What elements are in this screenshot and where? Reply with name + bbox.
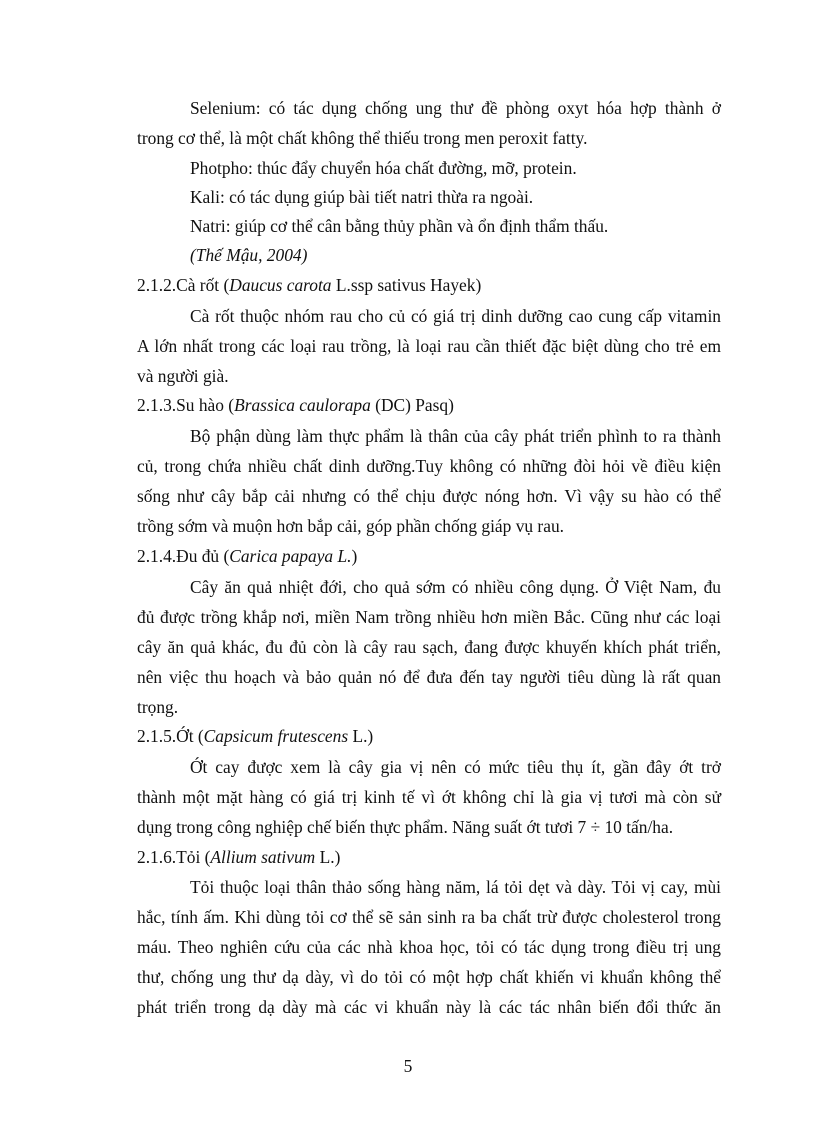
heading-2-1-2 [137, 273, 721, 297]
paragraph-line: dụng trong công nghiệp chế biến thực phẩm. Năng suất ớt tươi 7 ÷ 10 tấn/ha. [137, 817, 674, 837]
paragraph-line: máu. Theo nghiên cứu của các nhà khoa học, tỏi có tác dụng trong điều trị ung [137, 937, 721, 957]
selenium-line-1: Selenium: có tác dụng chống ung thư đề phòng oxyt hóa hợp thành ở [190, 98, 721, 118]
paragraph-line: trọng. [137, 697, 179, 717]
scientific-name: Carica papaya L. [229, 546, 352, 566]
paragraph-line: cây ăn quả khác, đu đủ còn là cây rau sạch, đang được khuyến khích phát triển, [137, 637, 721, 657]
paragraph-line: Bộ phận dùng làm thực phẩm là thân của cây phát triển phình to ra thành [190, 426, 721, 446]
paragraph-line: Ớt cay được xem là cây gia vị nên có mức tiêu thụ ít, gần đây ớt trở [190, 757, 721, 777]
page-number: 5 [403, 1056, 413, 1076]
heading-2-1-3 [137, 393, 721, 417]
paragraph-line: củ, trong chứa nhiều chất dinh dưỡng.Tuy không có những đòi hỏi về điều kiện [137, 456, 721, 476]
heading-2-1-6 [137, 845, 721, 869]
paragraph-line: sống như cây bắp cải nhưng có thể chịu được nóng hơn. Vì vậy su hào có thể [137, 486, 721, 506]
heading-number: 2.1.5.Ớt ( [137, 726, 204, 746]
paragraph-line: và người già. [137, 366, 229, 386]
heading-number: 2.1.3.Su hào ( [137, 395, 235, 415]
paragraph-line: đủ được trồng khắp nơi, miền Nam trồng nhiều hơn miền Bắc. Cũng như các loại [137, 607, 721, 627]
scientific-name: Capsicum frutescens [203, 726, 349, 746]
scientific-name: Daucus carota [229, 275, 332, 295]
paragraph-line: A lớn nhất trong các loại rau trồng, là loại rau cần thiết đặc biệt dùng cho trẻ em [137, 336, 721, 356]
heading-number: 2.1.4.Đu đủ ( [137, 546, 230, 566]
scientific-name: Allium sativum [210, 847, 316, 867]
paragraph-line: thành một mặt hàng có giá trị kinh tế vì ớt không chỉ là gia vị tươi mà còn sử [137, 787, 721, 807]
paragraph-line: nên việc thu hoạch và bảo quản nó để đưa đến tay người tiêu dùng là rất quan [137, 667, 721, 687]
selenium-line-2: trong cơ thể, là một chất không thể thiếu trong men peroxit fatty. [137, 128, 588, 148]
paragraph-line: Cà rốt thuộc nhóm rau cho củ có giá trị dinh dưỡng cao cung cấp vitamin [190, 306, 721, 326]
paragraph-line: thư, chống ung thư dạ dày, vì do tỏi có một hợp chất khiến vi khuẩn không thể [137, 967, 721, 987]
scientific-name: Brassica caulorapa [234, 395, 371, 415]
heading-rest: L.) [315, 847, 341, 867]
natri-line: Natri: giúp cơ thể cân bằng thủy phần và ổn định thẩm thấu. [190, 216, 609, 236]
heading-number: 2.1.2.Cà rốt ( [137, 275, 230, 295]
heading-rest: L.) [348, 726, 374, 746]
heading-2-1-4 [137, 544, 721, 568]
paragraph-line: Tỏi thuộc loại thân thảo sống hàng năm, lá tỏi dẹt và dày. Tỏi vị cay, mùi [190, 877, 721, 897]
paragraph-line: hắc, tính ấm. Khi dùng tỏi cơ thể sẽ sản sinh ra ba chất trừ được cholesterol trong [137, 907, 721, 927]
heading-2-1-5 [137, 724, 721, 748]
heading-number: 2.1.6.Tỏi ( [137, 847, 211, 867]
heading-rest: ) [351, 546, 358, 566]
paragraph-line: trồng sớm và muộn hơn bắp cải, góp phần chống giáp vụ rau. [137, 516, 564, 536]
photpho-line: Photpho: thúc đẩy chuyển hóa chất đường, mỡ, protein. [190, 158, 577, 178]
paragraph-line: phát triển trong dạ dày mà các vi khuẩn này là các tác nhân biến đổi thức ăn [137, 997, 721, 1017]
paragraph-line: Cây ăn quả nhiệt đới, cho quả sớm có nhiều công dụng. Ở Việt Nam, đu [190, 577, 721, 597]
citation: (Thế Mậu, 2004) [190, 245, 308, 265]
heading-rest: L.ssp sativus Hayek) [331, 275, 482, 295]
kali-line: Kali: có tác dụng giúp bài tiết natri thừa ra ngoài. [190, 187, 534, 207]
heading-rest: (DC) Pasq) [370, 395, 454, 415]
